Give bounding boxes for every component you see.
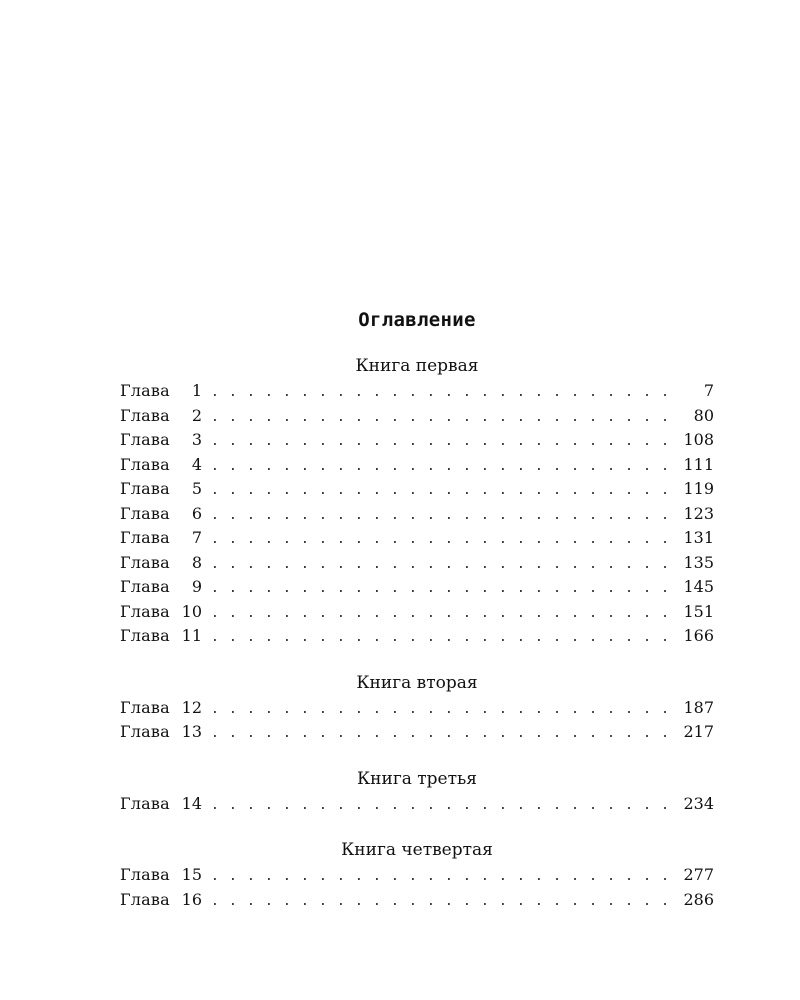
book-title: Книга четвертая [341,840,493,860]
dot-leader [211,406,674,431]
chapter-number: 5 [191,479,202,498]
chapter-number: 4 [191,454,202,474]
chapter-number: 2 [191,405,202,425]
chapter-number: 15 [181,865,202,884]
chapter-label: Глава [120,430,170,449]
page-number: 145 [683,577,714,596]
dot-leader [211,553,674,578]
page-number: 119 [683,479,714,498]
toc-entry [120,792,714,817]
table-of-contents [120,306,714,912]
toc-entry [120,720,714,745]
chapter-label: Глава [120,865,170,884]
toc-entry [120,404,714,429]
dot-leader [211,504,674,529]
chapter-number: 7 [191,528,202,547]
book-section [120,837,714,912]
toc-entry [120,379,714,404]
page-number: 131 [683,528,714,547]
chapter-number: 12 [181,697,202,717]
chapter-label: Глава [120,454,170,474]
chapter-number: 6 [191,503,202,523]
chapter-label: Глава [120,552,170,572]
page-number: 108 [683,430,714,449]
page-number: 135 [683,552,714,572]
chapter-number: 13 [181,722,202,741]
chapter-label: Глава [120,405,170,425]
dot-leader [211,528,674,553]
toc-entry [120,863,714,888]
chapter-number: 1 [191,381,202,400]
toc-entry [120,551,714,576]
book-title: Книга первая [355,356,479,376]
book-title: Книга вторая [356,672,478,693]
dot-leader [211,698,674,723]
toc-entry [120,888,714,913]
toc-entry [120,453,714,478]
toc-entry [120,624,714,649]
page-number: 277 [683,865,714,884]
chapter-number: 16 [181,889,202,909]
page-number: 123 [683,503,714,523]
toc-entry [120,428,714,453]
toc-entry [120,600,714,625]
dot-leader [211,890,674,915]
chapter-label: Глава [120,503,170,523]
chapter-label: Глава [120,601,170,621]
chapter-label: Глава [120,626,170,645]
page-number: 234 [683,793,714,813]
chapter-label: Глава [120,889,170,909]
page-number: 286 [683,889,714,909]
chapter-label: Глава [120,697,170,717]
toc-entry [120,575,714,600]
chapter-label: Глава [120,722,170,741]
dot-leader [211,455,674,480]
chapter-label: Глава [120,528,170,547]
dot-leader [211,479,674,504]
toc-entry [120,502,714,527]
chapter-number: 9 [191,577,202,596]
toc-title: Оглавление [358,309,476,331]
page-number: 166 [683,626,714,645]
book-section [120,670,714,745]
dot-leader [211,865,674,890]
chapter-number: 11 [181,626,202,645]
book-title: Книга третья [357,768,477,789]
page-number: 7 [703,381,714,400]
dot-leader [211,626,674,651]
page-number: 80 [693,405,714,425]
chapter-number: 8 [191,552,202,572]
book-section [120,766,714,817]
toc-entry [120,526,714,551]
toc-entry [120,696,714,721]
dot-leader [211,602,674,627]
chapter-label: Глава [120,793,170,813]
page-number: 187 [683,697,714,717]
dot-leader [211,381,674,406]
page-number: 111 [683,454,714,474]
dot-leader [211,794,674,819]
page-number: 151 [683,601,714,621]
dot-leader [211,722,674,747]
chapter-number: 10 [181,601,202,621]
toc-entry [120,477,714,502]
chapter-label: Глава [120,381,170,400]
page-number: 217 [683,722,714,741]
chapter-label: Глава [120,479,170,498]
book-section [120,353,714,649]
chapter-number: 3 [191,430,202,449]
dot-leader [211,430,674,455]
dot-leader [211,577,674,602]
chapter-number: 14 [181,793,202,813]
chapter-label: Глава [120,577,170,596]
